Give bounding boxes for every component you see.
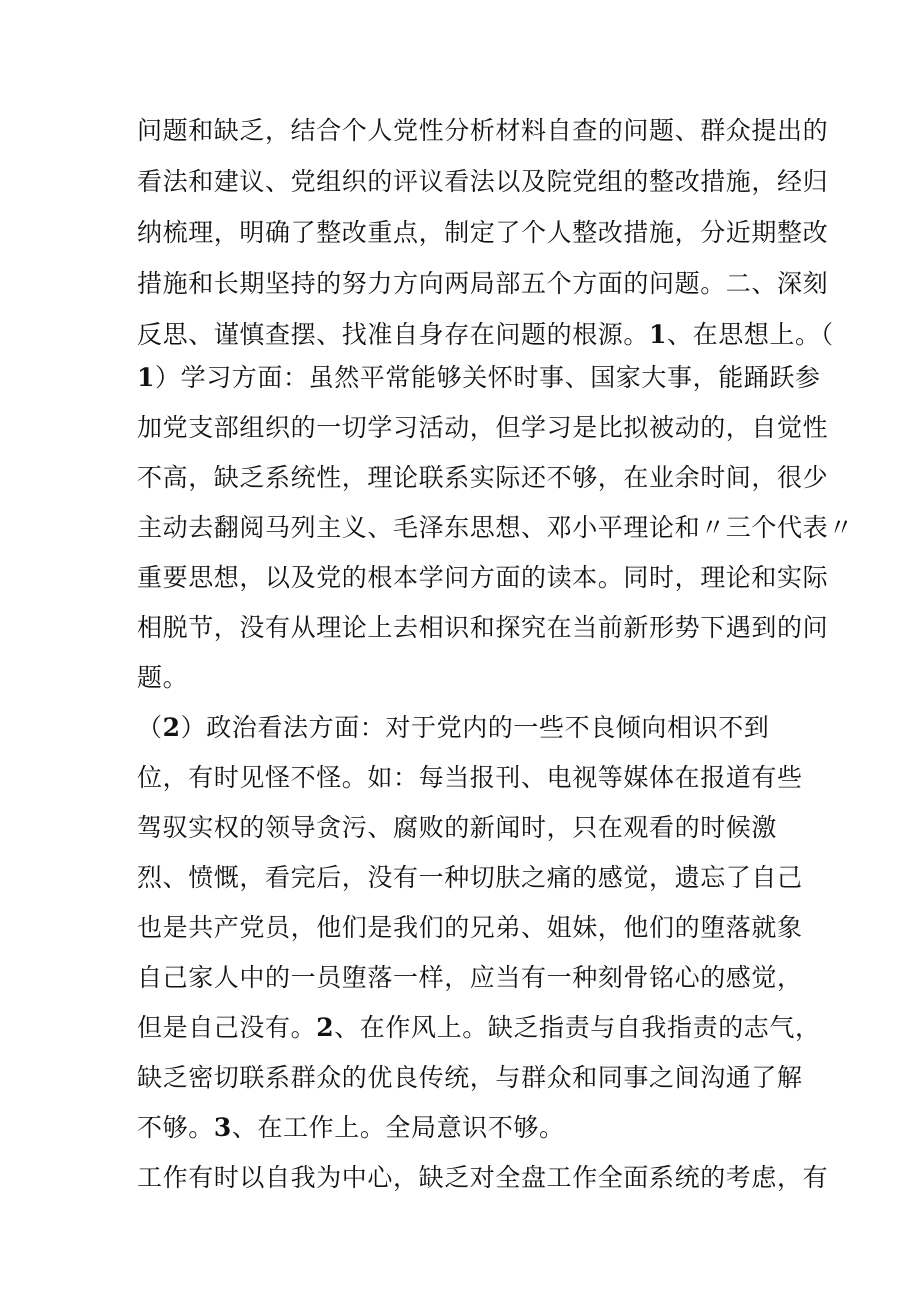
text-line: 工作有时以自我为中心，缺乏对全盘工作全面系统的考虑，有 [137,1163,829,1192]
text-line: 也是共产党员，他们是我们的兄弟、姐妹，他们的堕落就象 [137,913,803,942]
text-line: 不高，缺乏系统性，理论联系实际还不够，在业余时间，很少 [137,463,829,492]
text-line: 看法和建议、党组织的评议看法以及院党组的整改措施，经归 [137,167,829,196]
text-line: （2）政治看法方面：对于党内的一些不良倾向相识不到 [137,713,770,742]
text-line: 驾驭实权的领导贪污、腐败的新闻时，只在观看的时候激 [137,813,778,842]
text-line: 烈、愤慨，看完后，没有一种切肤之痛的感觉，遗忘了自己 [137,863,803,892]
text-line: 但是自己没有。2、在作风上。缺乏指责与自我指责的志气， [137,1013,821,1042]
text-line: 不够。3、在工作上。全局意识不够。 [137,1113,565,1142]
text-line: 1）学习方面：虽然平常能够关怀时事、国家大事，能踊跃参 [137,363,821,392]
text-line: 措施和长期坚持的努力方向两局部五个方面的问题。二、深刻 [137,269,829,298]
text-line: 相脱节，没有从理论上去相识和探究在当前新形势下遇到的问 [137,613,829,642]
text-line: 题。 [137,663,189,692]
text-line: 纳梳理，明确了整改重点，制定了个人整改措施，分近期整改 [137,218,829,247]
text-line: 自己家人中的一员堕落一样，应当有一种刻骨铭心的感觉， [137,963,803,992]
text-line: 缺乏密切联系群众的优良传统，与群众和同事之间沟通了解 [137,1063,803,1092]
text-line: 位，有时见怪不怪。如：每当报刊、电视等媒体在报道有些 [137,763,803,792]
text-line: 反思、谨慎查摆、找准自身存在问题的根源。1、在思想上。（ [137,320,834,349]
text-line: 问题和缺乏，结合个人党性分析材料自查的问题、群众提出的 [137,116,829,145]
text-line: 主动去翻阅马列主义、毛泽东思想、邓小平理论和〃三个代表〃 [137,513,854,542]
text-line: 重要思想，以及党的根本学问方面的读本。同时，理论和实际 [137,563,829,592]
text-line: 加党支部组织的一切学习活动，但学习是比拟被动的，自觉性 [137,413,829,442]
